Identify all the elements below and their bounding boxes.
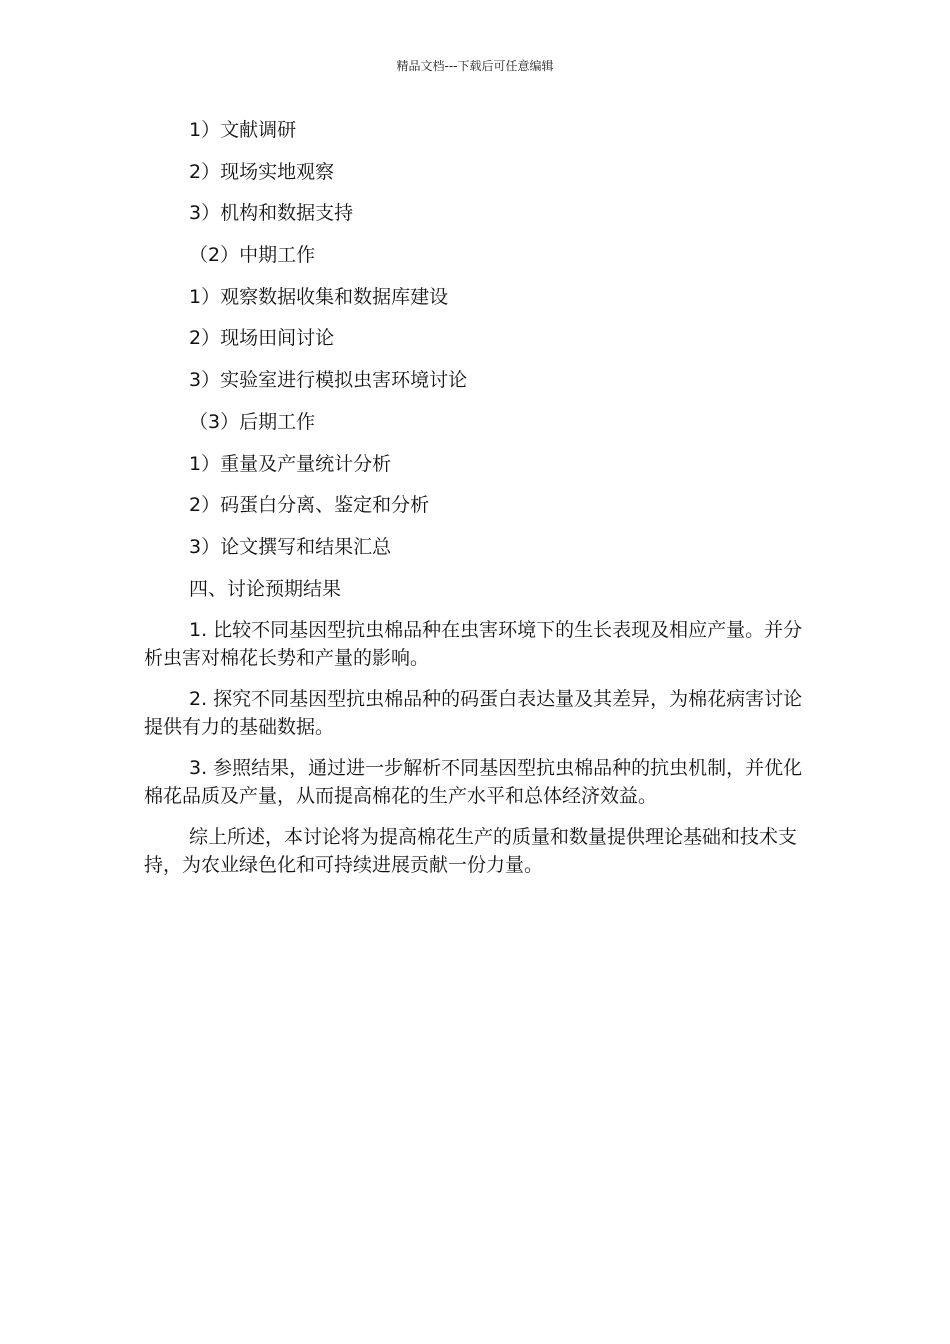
list-item: 2）现场田间讨论 <box>189 327 335 350</box>
subsection-heading-late: （3）后期工作 <box>189 410 316 433</box>
section-heading: 四、讨论预期结果 <box>189 577 342 600</box>
list-item: 1）观察数据收集和数据库建设 <box>189 285 449 308</box>
page-header: 精品文档---下载后可任意编辑 <box>396 59 554 73</box>
list-item: 3）机构和数据支持 <box>189 202 354 225</box>
result-paragraph: 1. 比较不同基因型抗虫棉品种在虫害环境下的生长表现及相应产量。并分析虫害对棉花长势和产量的影响。 <box>144 619 803 670</box>
list-item: 1）重量及产量统计分析 <box>189 452 392 475</box>
document-body <box>144 116 809 892</box>
list-item: 2）码蛋白分离、鉴定和分析 <box>189 494 430 517</box>
list-item: 2）现场实地观察 <box>189 160 335 183</box>
subsection-heading-mid: （2）中期工作 <box>189 244 316 267</box>
result-paragraph: 3. 参照结果，通过进一步解析不同基因型抗虫棉品种的抗虫机制，并优化棉花品质及产量，从而提高棉花的生产水平和总体经济效益。 <box>144 757 803 808</box>
conclusion-paragraph: 综上所述，本讨论将为提高棉花生产的质量和数量提供理论基础和技术支持，为农业绿色化和可持续进展贡献一份力量。 <box>144 826 798 877</box>
list-item: 3）实验室进行模拟虫害环境讨论 <box>189 369 468 392</box>
list-item: 1）文献调研 <box>189 119 297 141</box>
result-paragraph: 2. 探究不同基因型抗虫棉品种的码蛋白表达量及其差异，为棉花病害讨论提供有力的基础数据。 <box>144 688 803 739</box>
list-item: 3）论文撰写和结果汇总 <box>189 535 392 558</box>
